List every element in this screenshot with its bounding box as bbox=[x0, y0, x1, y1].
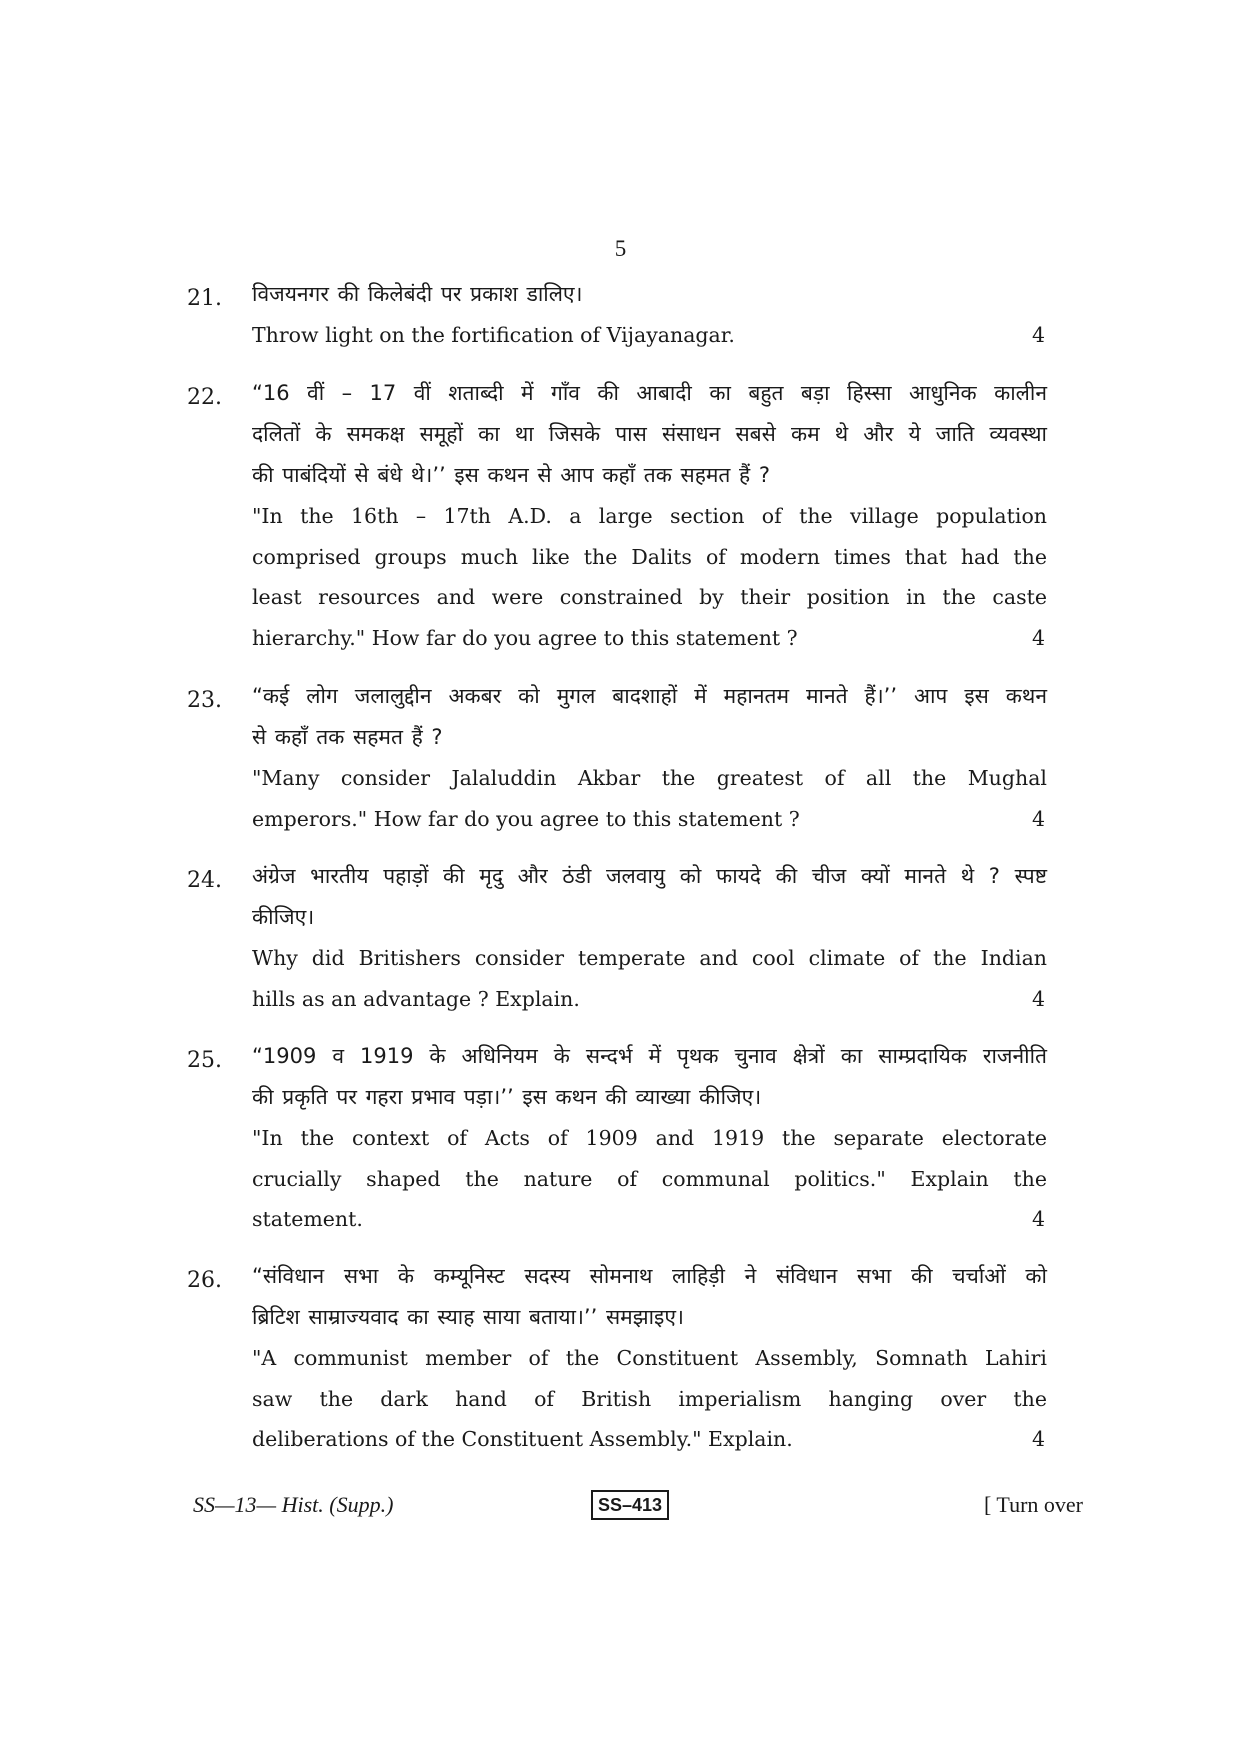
hindi-line: “संविधान सभा के कम्यूनिस्ट सदस्य सोमनाथ लाहिड़ी ने संविधान सभा की चर्चाओं को bbox=[252, 1264, 1047, 1288]
hindi-line: “16 वीं – 17 वीं शताब्दी में गाँव की आबादी का बहुत बड़ा हिस्सा आधुनिक कालीन bbox=[252, 381, 1047, 405]
marks: 4 bbox=[1031, 806, 1045, 831]
english-line: least resources and were constrained by their position in the caste bbox=[252, 585, 1047, 609]
question-number: 24. bbox=[187, 868, 222, 893]
english-text: deliberations of the Constituent Assembly." Explain. bbox=[252, 1427, 793, 1451]
question-number: 23. bbox=[187, 688, 222, 713]
english-line: crucially shaped the nature of communal politics." Explain the bbox=[252, 1166, 1047, 1191]
question-body bbox=[252, 274, 1047, 356]
marks: 4 bbox=[1031, 1207, 1045, 1231]
english-line: "In the context of Acts of 1909 and 1919 the separate electorate bbox=[252, 1126, 1047, 1150]
marks: 4 bbox=[1031, 1427, 1045, 1451]
question-number: 21. bbox=[187, 286, 222, 311]
page-number: 5 bbox=[614, 236, 627, 261]
hindi-line: अंग्रेज भारतीय पहाड़ों की मृदु और ठंडी जलवायु को फायदे की चीज क्यों मानते थे ? स्पष्ट bbox=[252, 864, 1047, 888]
english-last-line bbox=[252, 799, 1047, 840]
english-text: emperors." How far do you agree to this statement ? bbox=[252, 806, 800, 831]
footer-paper-code: SS—13— Hist. (Supp.) bbox=[193, 1492, 394, 1517]
hindi-line: की पाबंदियों से बंधे थे।’’ इस कथन से आप कहाँ तक सहमत हैं ? bbox=[252, 463, 771, 487]
hindi-line: दलितों के समकक्ष समूहों का था जिसके पास संसाधन सबसे कम थे और ये जाति व्यवस्था bbox=[252, 422, 1047, 446]
english-line: comprised groups much like the Dalits of modern times that had the bbox=[252, 544, 1047, 569]
english-line: Why did Britishers consider temperate and cool climate of the Indian bbox=[252, 946, 1047, 970]
question-body bbox=[252, 373, 1047, 658]
english-text: hierarchy." How far do you agree to this statement ? bbox=[252, 625, 798, 650]
hindi-line: कीजिए। bbox=[252, 905, 315, 929]
english-last-line bbox=[252, 618, 1047, 659]
hindi-line: “1909 व 1919 के अधिनियम के सन्दर्भ में पृथक चुनाव क्षेत्रों का साम्प्रदायिक राजनीति bbox=[252, 1044, 1047, 1068]
hindi-line: “कई लोग जलालुद्दीन अकबर को मुगल बादशाहों में महानतम मानते हैं।’’ आप इस कथन bbox=[252, 684, 1047, 708]
hindi-line: ब्रिटिश साम्राज्यवाद का स्याह साया बताया।’’ समझाइए। bbox=[252, 1305, 684, 1329]
question-body bbox=[252, 676, 1047, 839]
footer-series-box: SS–413 bbox=[591, 1490, 669, 1520]
hindi-line: की प्रकृति पर गहरा प्रभाव पड़ा।’’ इस कथन की व्याख्या कीजिए। bbox=[252, 1085, 762, 1109]
english-text: hills as an advantage ? Explain. bbox=[252, 986, 580, 1011]
english-last-line bbox=[252, 315, 1047, 356]
marks: 4 bbox=[1031, 323, 1045, 347]
page-footer bbox=[193, 1490, 1083, 1524]
hindi-line: से कहाँ तक सहमत हैं ? bbox=[252, 725, 443, 749]
english-last-line bbox=[252, 1419, 1047, 1460]
hindi-line: विजयनगर की किलेबंदी पर प्रकाश डालिए। bbox=[252, 282, 583, 306]
marks: 4 bbox=[1031, 625, 1045, 650]
english-last-line bbox=[252, 1199, 1047, 1240]
english-last-line bbox=[252, 979, 1047, 1020]
english-line: "In the 16th – 17th A.D. a large section of the village population bbox=[252, 504, 1047, 528]
english-line: "Many consider Jalaluddin Akbar the greatest of all the Mughal bbox=[252, 766, 1047, 790]
marks: 4 bbox=[1031, 986, 1045, 1011]
question-number: 26. bbox=[187, 1268, 222, 1293]
english-line: saw the dark hand of British imperialism hanging over the bbox=[252, 1386, 1047, 1411]
english-line: "A communist member of the Constituent Assembly, Somnath Lahiri bbox=[252, 1346, 1047, 1370]
english-text: Throw light on the fortification of Vijayanagar. bbox=[252, 323, 735, 347]
question-body bbox=[252, 1036, 1047, 1240]
footer-turn-over: [ Turn over bbox=[983, 1492, 1083, 1517]
question-body bbox=[252, 856, 1047, 1019]
question-number: 22. bbox=[187, 385, 222, 410]
question-number: 25. bbox=[187, 1048, 222, 1073]
english-text: statement. bbox=[252, 1207, 363, 1231]
question-body bbox=[252, 1256, 1047, 1460]
